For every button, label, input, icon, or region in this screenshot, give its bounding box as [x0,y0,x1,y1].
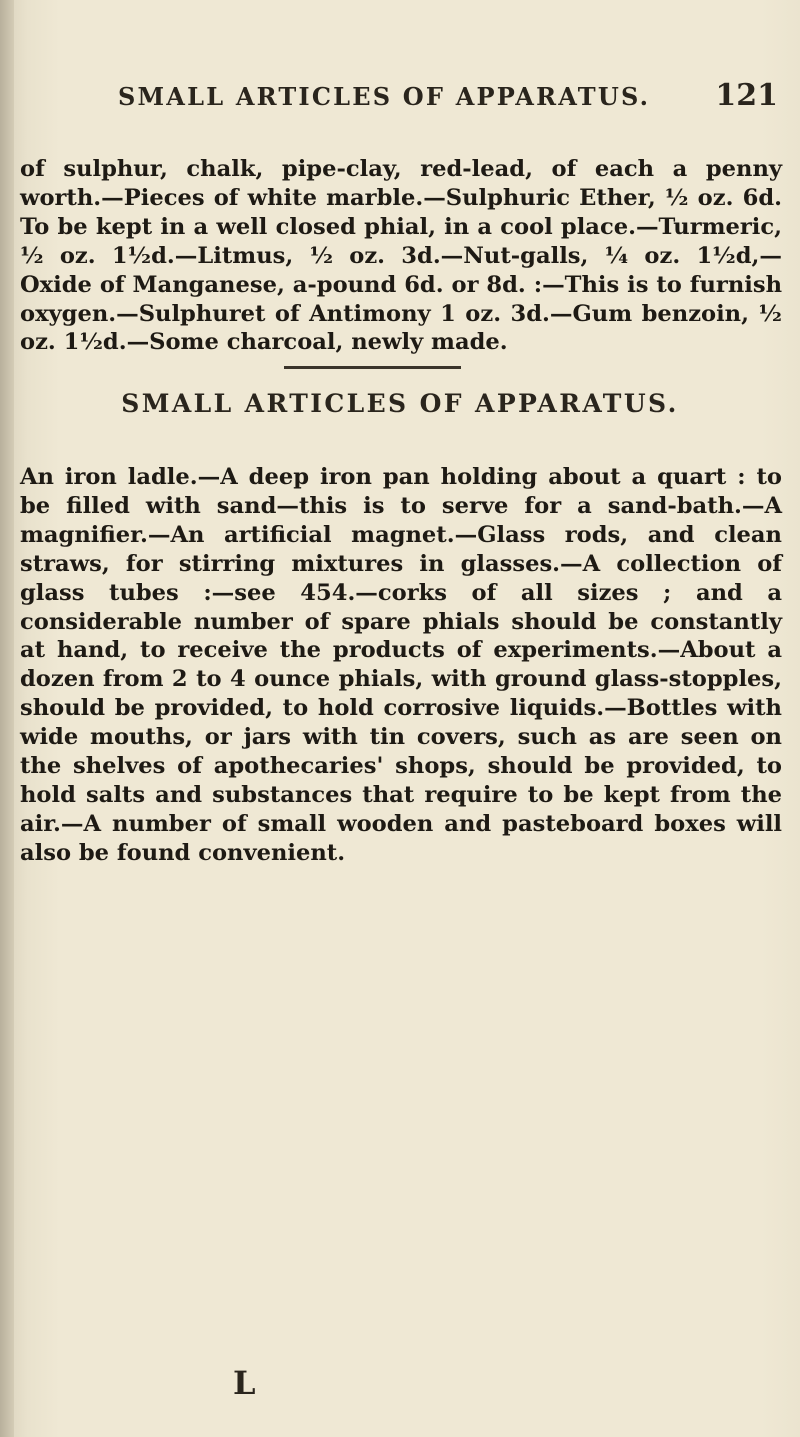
page-number: 121 [715,78,778,113]
section-body-paragraph: An iron ladle.—A deep iron pan holding about a quart : to be filled with sand—this is to serve for a sand-bath.—A magnifier.—An artificial magnet.—Glass rods, and clean straws, for stirring mixtures in glasses.—A collection of glass tubes :—see 454.—corks of all sizes ; and a considerable number of spare phials should be constantly at hand, to receive the products of experiments.—About a dozen from 2 to 4 ounce phials, with ground glass-stopples, should be provided, to hold corrosive liquids.—Bottles with wide mouths, or jars with tin covers, such as are seen on the shelves of apothecaries' shops, should be provided, to hold salts and substances that require to be kept from the air.—A number of small wooden and pasteboard boxes will also be found convenient. [20,464,782,866]
page-header [0,78,800,122]
section-divider-rule [284,366,461,369]
continued-paragraph: of sulphur, chalk, pipe-clay, red-lead, of each a penny worth.—Pieces of white marble.—Sulphuric Ether, ½ oz. 6d. To be kept in a well closed phial, in a cool place.—Turmeric, ½ oz. 1½d.—Litmus, ½ oz. 3d.—Nut-galls, ¼ oz. 1½d,—Oxide of Manganese, a-pound 6d. or 8d. :—This is to furnish oxygen.—Sulphuret of Antimony 1 oz. 3d.—Gum benzoin, ½ oz. 1½d.—Some charcoal, newly made. [20,156,782,356]
signature-mark: L [233,1364,256,1402]
running-head: SMALL ARTICLES OF APPARATUS. [118,82,651,111]
page-binding-edge [0,0,14,1437]
section-heading: SMALL ARTICLES OF APPARATUS. [121,389,679,418]
